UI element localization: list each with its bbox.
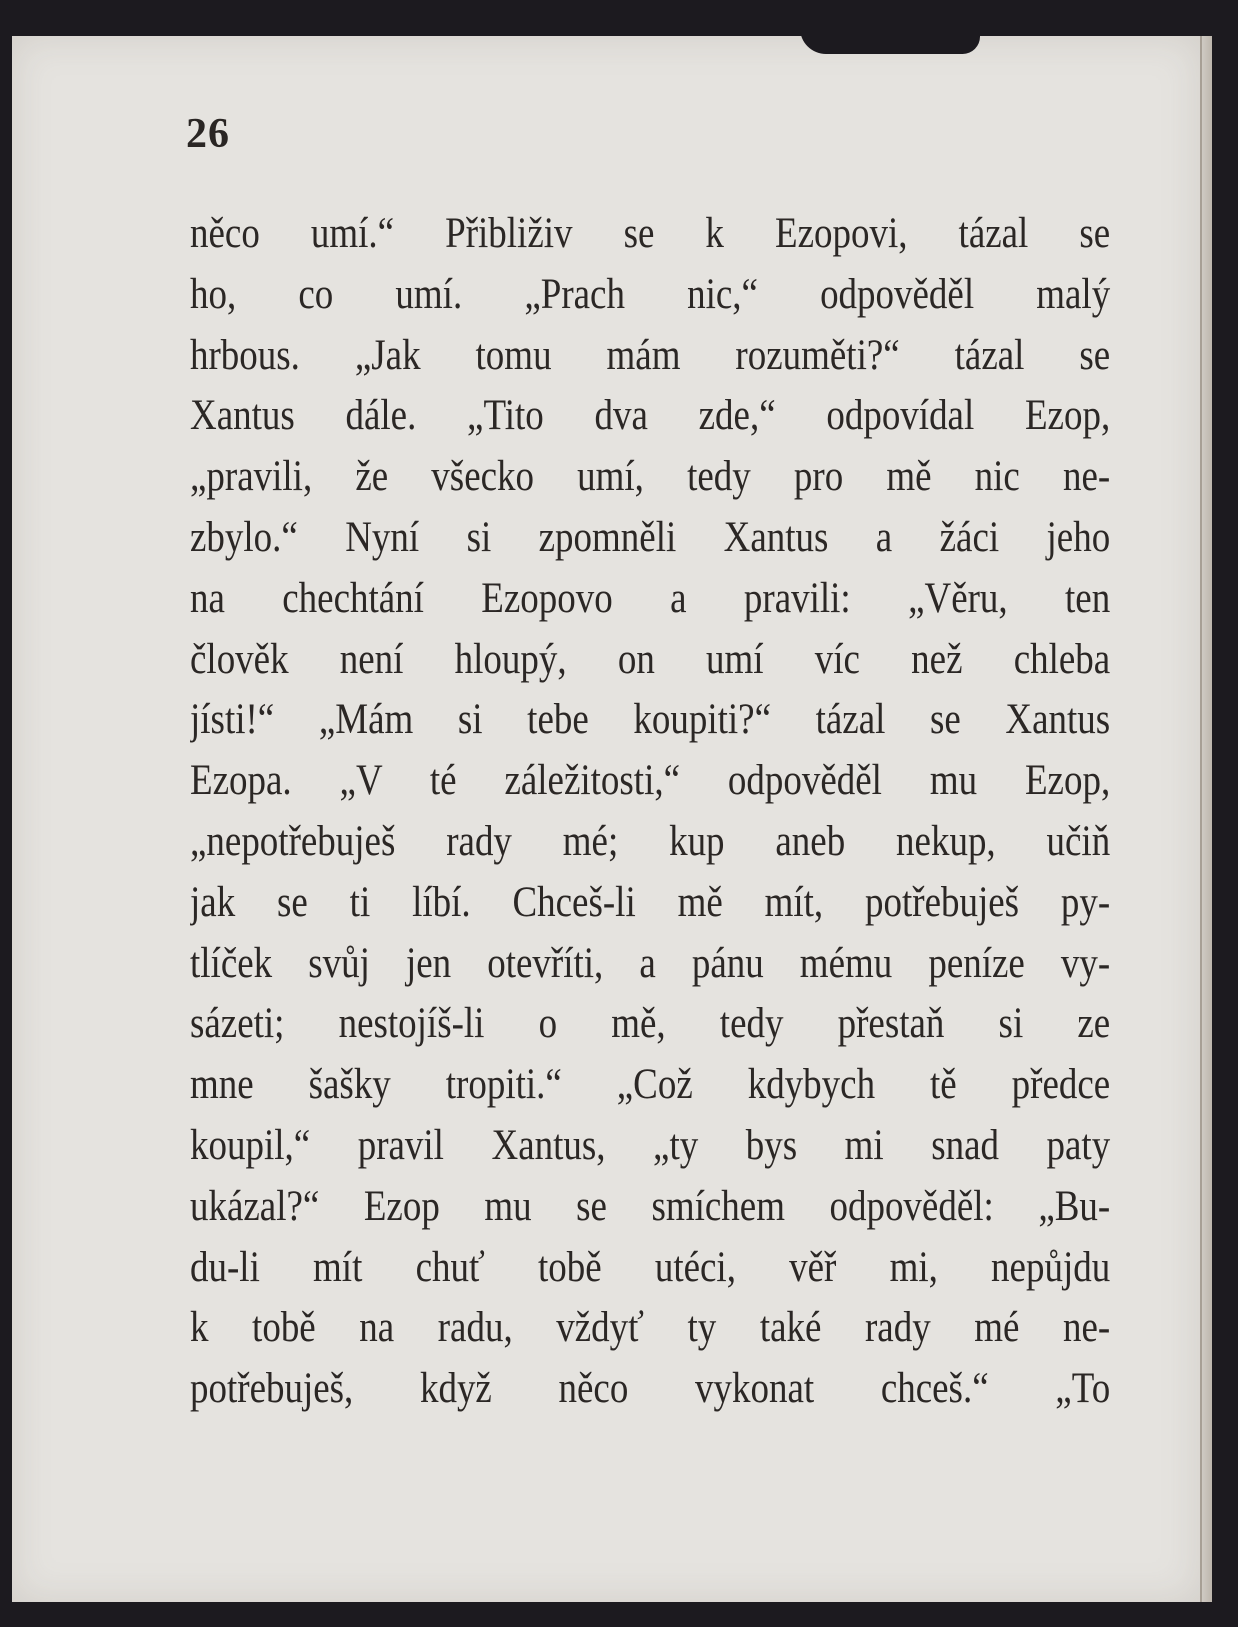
page-number: 26: [186, 111, 230, 157]
text-line: potřebuješ, když něco vykonat chceš.“ „To: [190, 1365, 1111, 1413]
text-line: hrbous. „Jak tomu mám rozuměti?“ tázal se: [190, 331, 1111, 379]
page-tear: [800, 28, 980, 54]
text-line: něco umí.“ Přibliživ se k Ezopovi, tázal se: [190, 210, 1111, 257]
text-line: ukázal?“ Ezop mu se smíchem odpověděl: „Bu-: [190, 1182, 1111, 1230]
book-page: [12, 36, 1200, 1602]
text-line: na chechtání Ezopovo a pravili: „Věru, ten: [190, 574, 1111, 622]
text-line: du-li mít chuť tobě utéci, věř mi, nepůjdu: [190, 1243, 1111, 1291]
text-line: mne šašky tropiti.“ „Což kdybych tě předce: [190, 1061, 1111, 1109]
text-line: koupil,“ pravil Xantus, „ty bys mi snad paty: [190, 1121, 1111, 1169]
text-line: ho, co umí. „Prach nic,“ odpověděl malý: [190, 270, 1111, 318]
text-line: zbylo.“ Nyní si zpomněli Xantus a žáci jeho: [190, 513, 1111, 561]
text-line: Ezopa. „V té záležitosti,“ odpověděl mu Ezop,: [190, 757, 1111, 805]
text-line: k tobě na radu, vždyť ty také rady mé ne-: [190, 1304, 1111, 1352]
text-line: „nepotřebuješ rady mé; kup aneb nekup, učiň: [190, 817, 1111, 865]
page-edge: [1200, 36, 1212, 1602]
text-line: jísti!“ „Mám si tebe koupiti?“ tázal se Xantus: [190, 696, 1111, 744]
text-line: Xantus dále. „Tito dva zde,“ odpovídal Ezop,: [190, 392, 1111, 440]
text-line: jak se ti líbí. Chceš-li mě mít, potřebuješ py-: [190, 878, 1111, 926]
text-line: člověk není hloupý, on umí víc než chleba: [190, 635, 1111, 683]
text-line: sázeti; nestojíš-li o mě, tedy přestaň si ze: [190, 1000, 1111, 1048]
body-text: [190, 204, 1110, 1420]
text-line: tlíček svůj jen otevříti, a pánu mému peníze vy-: [190, 939, 1111, 987]
text-line: „pravili, že všecko umí, tedy pro mě nic ne-: [190, 453, 1111, 501]
